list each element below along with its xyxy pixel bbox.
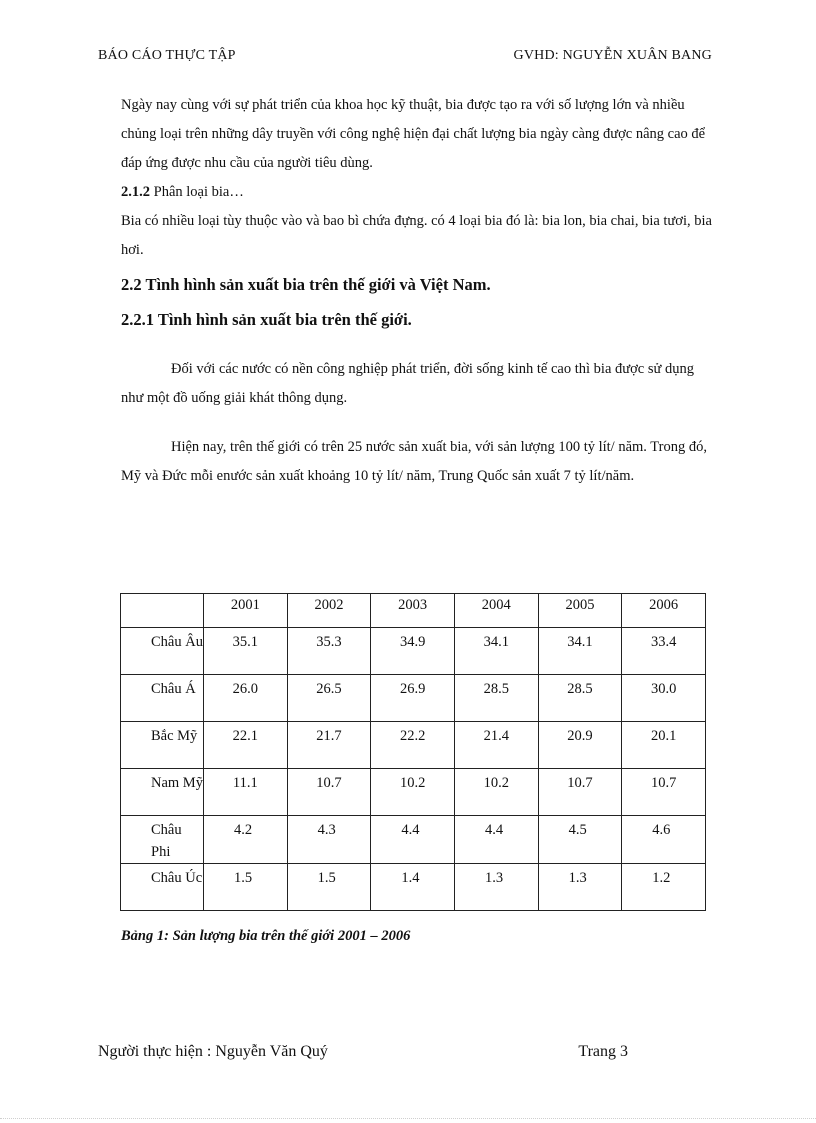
value-cell: 26.0 <box>204 675 288 722</box>
value-cell: 1.5 <box>204 864 288 911</box>
table-corner-cell <box>121 594 204 628</box>
region-cell: Nam Mỹ <box>121 769 204 816</box>
value-cell: 35.3 <box>287 628 371 675</box>
region-cell: Châu Phi <box>121 816 204 864</box>
paragraph-production: Hiện nay, trên thế giới có trên 25 nước sản xuất bia, với sản lượng 100 tỷ lít/ năm. Trong đó, Mỹ và Đức mỗi enước sản xuất khoảng 10 tỷ lít/ năm, Trung Quốc sản xuất 7 tỷ lít/năm. <box>121 439 707 484</box>
subsection-title: Phân loại bia… <box>150 184 244 200</box>
value-cell: 35.1 <box>204 628 288 675</box>
beer-production-table <box>120 593 706 911</box>
table-row <box>121 769 706 816</box>
value-cell: 34.1 <box>454 628 538 675</box>
value-cell: 1.4 <box>371 864 455 911</box>
advisor-name: GVHD: NGUYỄN XUÂN BANG <box>513 48 712 63</box>
page-bottom-divider <box>0 1118 816 1120</box>
value-cell: 1.3 <box>538 864 622 911</box>
value-cell: 26.5 <box>287 675 371 722</box>
value-cell: 20.1 <box>622 722 706 769</box>
value-cell: 26.9 <box>371 675 455 722</box>
subsection-number: 2.1.2 <box>121 184 150 200</box>
value-cell: 11.1 <box>204 769 288 816</box>
paragraph-developed-countries: Đối với các nước có nền công nghiệp phát triển, đời sống kinh tế cao thì bia được sử dụng như một đồ uống giải khát thông dụng. <box>121 361 694 406</box>
value-cell: 1.2 <box>622 864 706 911</box>
value-cell: 28.5 <box>538 675 622 722</box>
value-cell: 4.3 <box>287 816 371 864</box>
table-row <box>121 864 706 911</box>
year-header: 2006 <box>622 594 706 628</box>
region-cell: Châu Á <box>121 675 204 722</box>
subsection-heading <box>121 178 715 207</box>
value-cell: 28.5 <box>454 675 538 722</box>
year-header: 2003 <box>371 594 455 628</box>
classification-paragraph: Bia có nhiều loại tùy thuộc vào và bao bì chứa đựng. có 4 loại bia đó là: bia lon, bia chai, bia tươi, bia hơi. <box>121 213 712 258</box>
value-cell: 4.2 <box>204 816 288 864</box>
value-cell: 1.3 <box>454 864 538 911</box>
value-cell: 10.2 <box>454 769 538 816</box>
value-cell: 22.2 <box>371 722 455 769</box>
subsection-heading-world: 2.2.1 Tình hình sản xuất bia trên thế giới. <box>121 310 412 329</box>
value-cell: 4.5 <box>538 816 622 864</box>
value-cell: 20.9 <box>538 722 622 769</box>
value-cell: 21.4 <box>454 722 538 769</box>
year-header: 2004 <box>454 594 538 628</box>
table-row <box>121 816 706 864</box>
region-cell: Bắc Mỹ <box>121 722 204 769</box>
value-cell: 4.6 <box>622 816 706 864</box>
value-cell: 34.1 <box>538 628 622 675</box>
table-row <box>121 628 706 675</box>
author-line: Người thực hiện : Nguyễn Văn Quý <box>98 1043 328 1060</box>
value-cell: 22.1 <box>204 722 288 769</box>
year-header: 2005 <box>538 594 622 628</box>
table-caption: Bảng 1: Sản lượng bia trên thế giới 2001 – 2006 <box>121 928 411 944</box>
region-cell: Châu Âu <box>121 628 204 675</box>
table-header-row <box>121 594 706 628</box>
year-header: 2002 <box>287 594 371 628</box>
intro-section <box>121 91 715 265</box>
year-header: 2001 <box>204 594 288 628</box>
value-cell: 33.4 <box>622 628 706 675</box>
value-cell: 10.7 <box>287 769 371 816</box>
value-cell: 34.9 <box>371 628 455 675</box>
page-number: Trang 3 <box>578 1043 628 1060</box>
value-cell: 10.7 <box>622 769 706 816</box>
value-cell: 4.4 <box>454 816 538 864</box>
table-row <box>121 675 706 722</box>
value-cell: 10.7 <box>538 769 622 816</box>
table-row <box>121 722 706 769</box>
report-title: BÁO CÁO THỰC TẬP <box>98 48 236 63</box>
value-cell: 1.5 <box>287 864 371 911</box>
intro-paragraph: Ngày nay cùng với sự phát triển của khoa học kỹ thuật, bia được tạo ra với số lượng lớn và nhiều chủng loại trên những dây truyền với công nghệ hiện đại chất lượng bia ngày càng được nâng cao để đáp ứng được nhu cầu của người tiêu dùng. <box>121 97 706 171</box>
value-cell: 21.7 <box>287 722 371 769</box>
value-cell: 10.2 <box>371 769 455 816</box>
value-cell: 4.4 <box>371 816 455 864</box>
value-cell: 30.0 <box>622 675 706 722</box>
section-heading: 2.2 Tình hình sản xuất bia trên thế giới và Việt Nam. <box>121 275 491 294</box>
region-cell: Châu Úc <box>121 864 204 911</box>
